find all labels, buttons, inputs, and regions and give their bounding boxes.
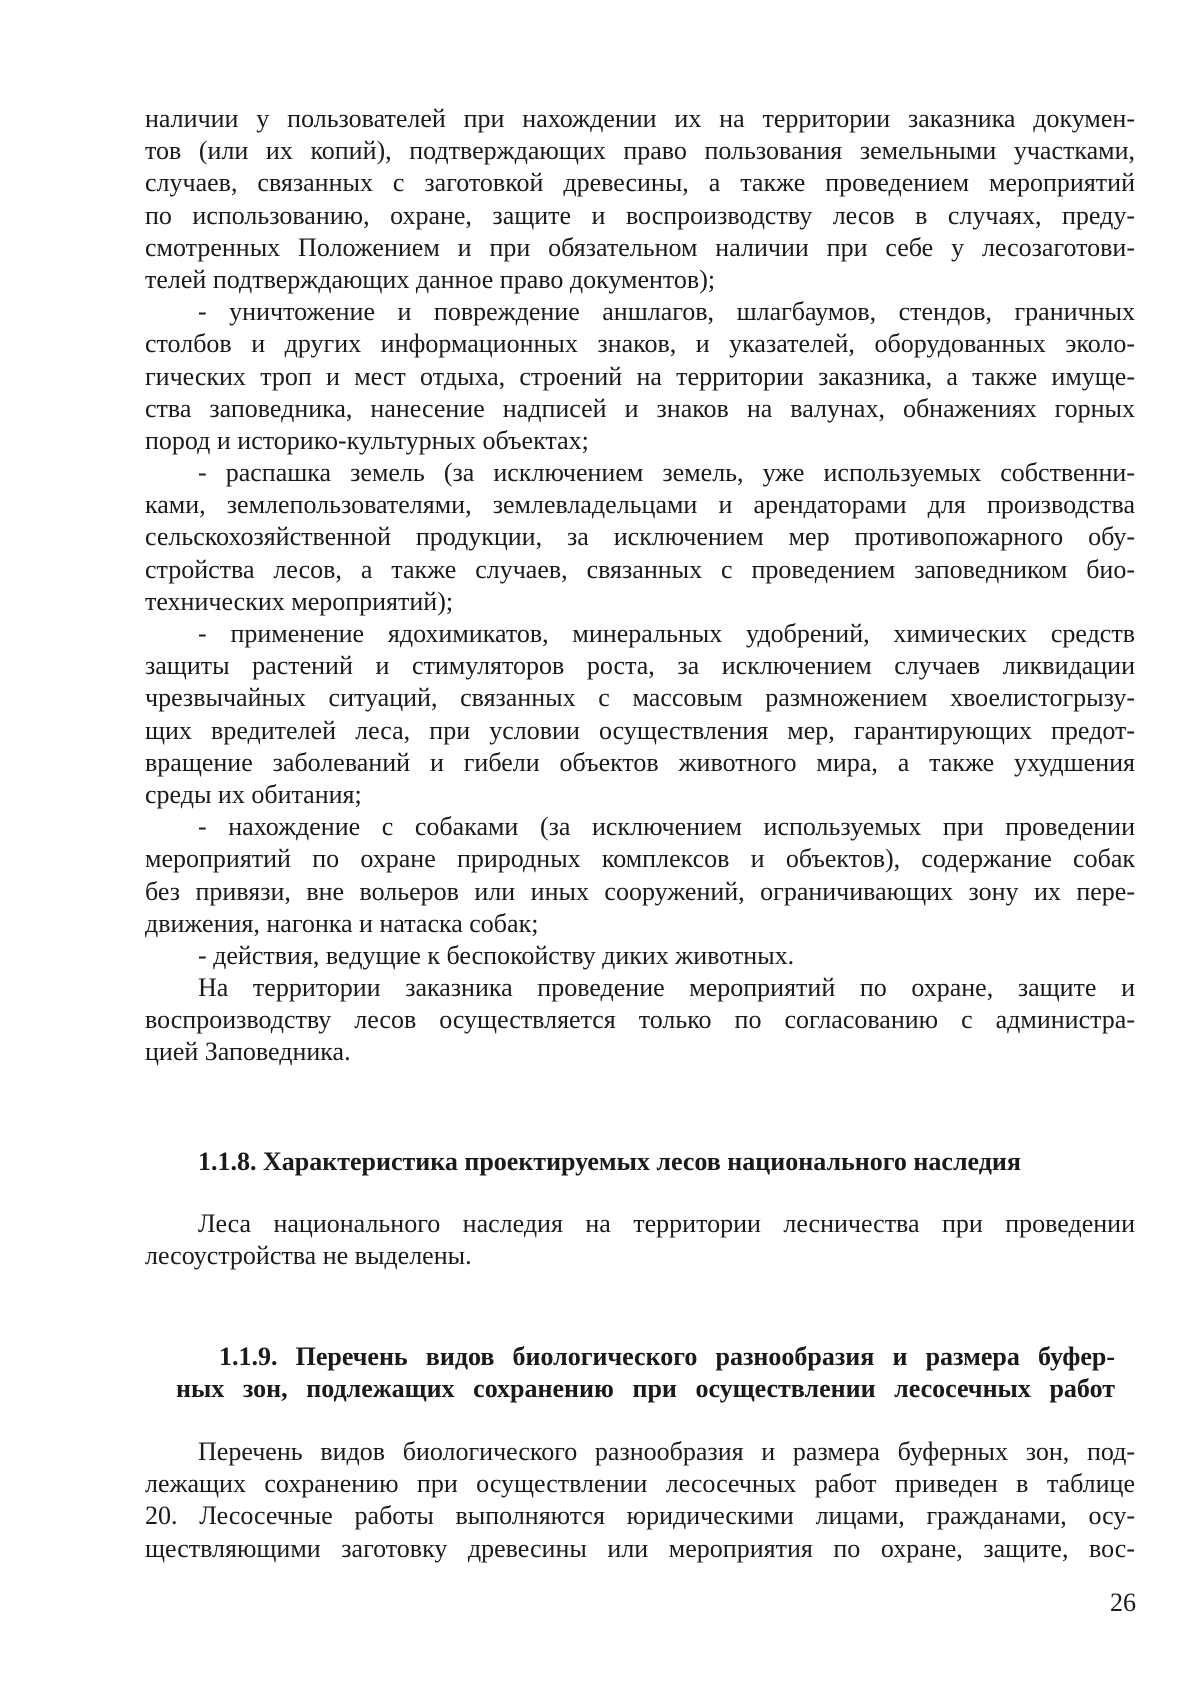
text-line: наличии у пользователей при нахождении их на территории заказника докумен- (145, 104, 1135, 133)
text-line: - уничтожение и повреждение аншлагов, шлагбаумов, стендов, граничных (198, 297, 1135, 327)
text-line: чрезвычайных ситуаций, связанных с массовым размножением хвоелистогрызу- (145, 683, 1135, 713)
text-line: столбов и других информационных знаков, и указателей, оборудованных эколо- (145, 329, 1135, 359)
heading-line: 1.1.9. Перечень видов биологического разнообразия и размера буфер- (219, 1342, 1115, 1371)
text-line: смотренных Положением и при обязательном наличии при себе у лесозаготови- (145, 232, 1135, 262)
text-line: Перечень видов биологического разнообразия и размера буферных зон, под- (198, 1437, 1135, 1466)
heading-line: 1.1.8. Характеристика проектируемых лесов национального наследия (198, 1147, 1021, 1176)
text-line: движения, нагонка и натаска собак; (145, 908, 539, 938)
text-line: по использованию, охране, защите и воспроизводству лесов в случаях, преду- (145, 200, 1135, 230)
text-line: пород и историко-культурных объектах; (145, 425, 589, 455)
text-line: - действия, ведущие к беспокойству диких животных. (198, 940, 795, 970)
section-1-1-8-paragraph (145, 1208, 1135, 1272)
section-heading-1-1-9 (145, 1341, 1135, 1405)
text-line: технических мероприятий); (145, 586, 454, 616)
body-text (145, 103, 1135, 1069)
text-line: цией Заповедника. (145, 1037, 351, 1067)
page-number: 26 (1110, 1588, 1136, 1617)
list-item-plowing (145, 457, 1135, 618)
closing-paragraph (145, 972, 1135, 1069)
text-line: телей подтверждающих данное право документов); (145, 264, 716, 294)
text-line: - распашка земель (за исключением земель, уже используемых собственни- (198, 458, 1135, 488)
list-item-disturbance (145, 940, 1135, 972)
text-line: вращение заболеваний и гибели объектов животного мира, а также ухудшения (145, 747, 1135, 777)
list-item-chemicals (145, 618, 1135, 811)
section-1-1-9-paragraph (145, 1436, 1135, 1565)
text-line: сельскохозяйственной продукции, за исключением мер противопожарного обу- (145, 522, 1135, 552)
text-line: 20. Лесосечные работы выполняются юридическими лицами, гражданами, осу- (145, 1501, 1135, 1531)
text-line: защиты растений и стимуляторов роста, за исключением случаев ликвидации (145, 651, 1135, 681)
text-line: лежащих сохранению при осуществлении лесосечных работ приведен в таблице (145, 1469, 1135, 1499)
text-line: гических троп и мест отдыха, строений на территории заказника, а также имуще- (145, 361, 1135, 391)
text-line: Леса национального наследия на территории лесничества при проведении (198, 1209, 1135, 1238)
section-heading-1-1-8 (145, 1146, 1135, 1178)
text-line: ками, землепользователями, землевладельцами и арендаторами для производства (145, 490, 1135, 520)
text-line: - нахождение с собаками (за исключением используемых при проведении (198, 812, 1135, 842)
heading-line: ных зон, подлежащих сохранению при осуществлении лесосечных работ (176, 1374, 1115, 1404)
text-line: - применение ядохимикатов, минеральных удобрений, химических средств (198, 619, 1135, 648)
list-item-signs (145, 296, 1135, 457)
text-line: ществляющими заготовку древесины или мероприятия по охране, защите, вос- (145, 1533, 1135, 1563)
text-line: случаев, связанных с заготовкой древесины, а также проведением мероприятий (145, 168, 1135, 198)
text-line: На территории заказника проведение мероприятий по охране, защите и (198, 973, 1135, 1003)
text-line: ства заповедника, нанесение надписей и знаков на валунах, обнажениях горных (145, 393, 1135, 423)
text-line: лесоустройства не выделены. (145, 1241, 472, 1271)
text-line: тов (или их копий), подтверждающих право пользования земельными участками, (145, 136, 1135, 166)
intro-paragraph (145, 103, 1135, 296)
text-line: без привязи, вне вольеров или иных сооружений, ограничивающих зону их пере- (145, 876, 1135, 906)
text-line: стройства лесов, а также случаев, связанных с проведением заповедником био- (145, 554, 1135, 584)
text-line: среды их обитания; (145, 779, 362, 809)
text-line: воспроизводству лесов осуществляется только по согласованию с администра- (145, 1005, 1135, 1035)
text-line: мероприятий по охране природных комплексов и объектов), содержание собак (145, 844, 1135, 874)
list-item-dogs (145, 811, 1135, 940)
text-line: щих вредителей леса, при условии осуществления мер, гарантирующих предот- (145, 715, 1135, 745)
